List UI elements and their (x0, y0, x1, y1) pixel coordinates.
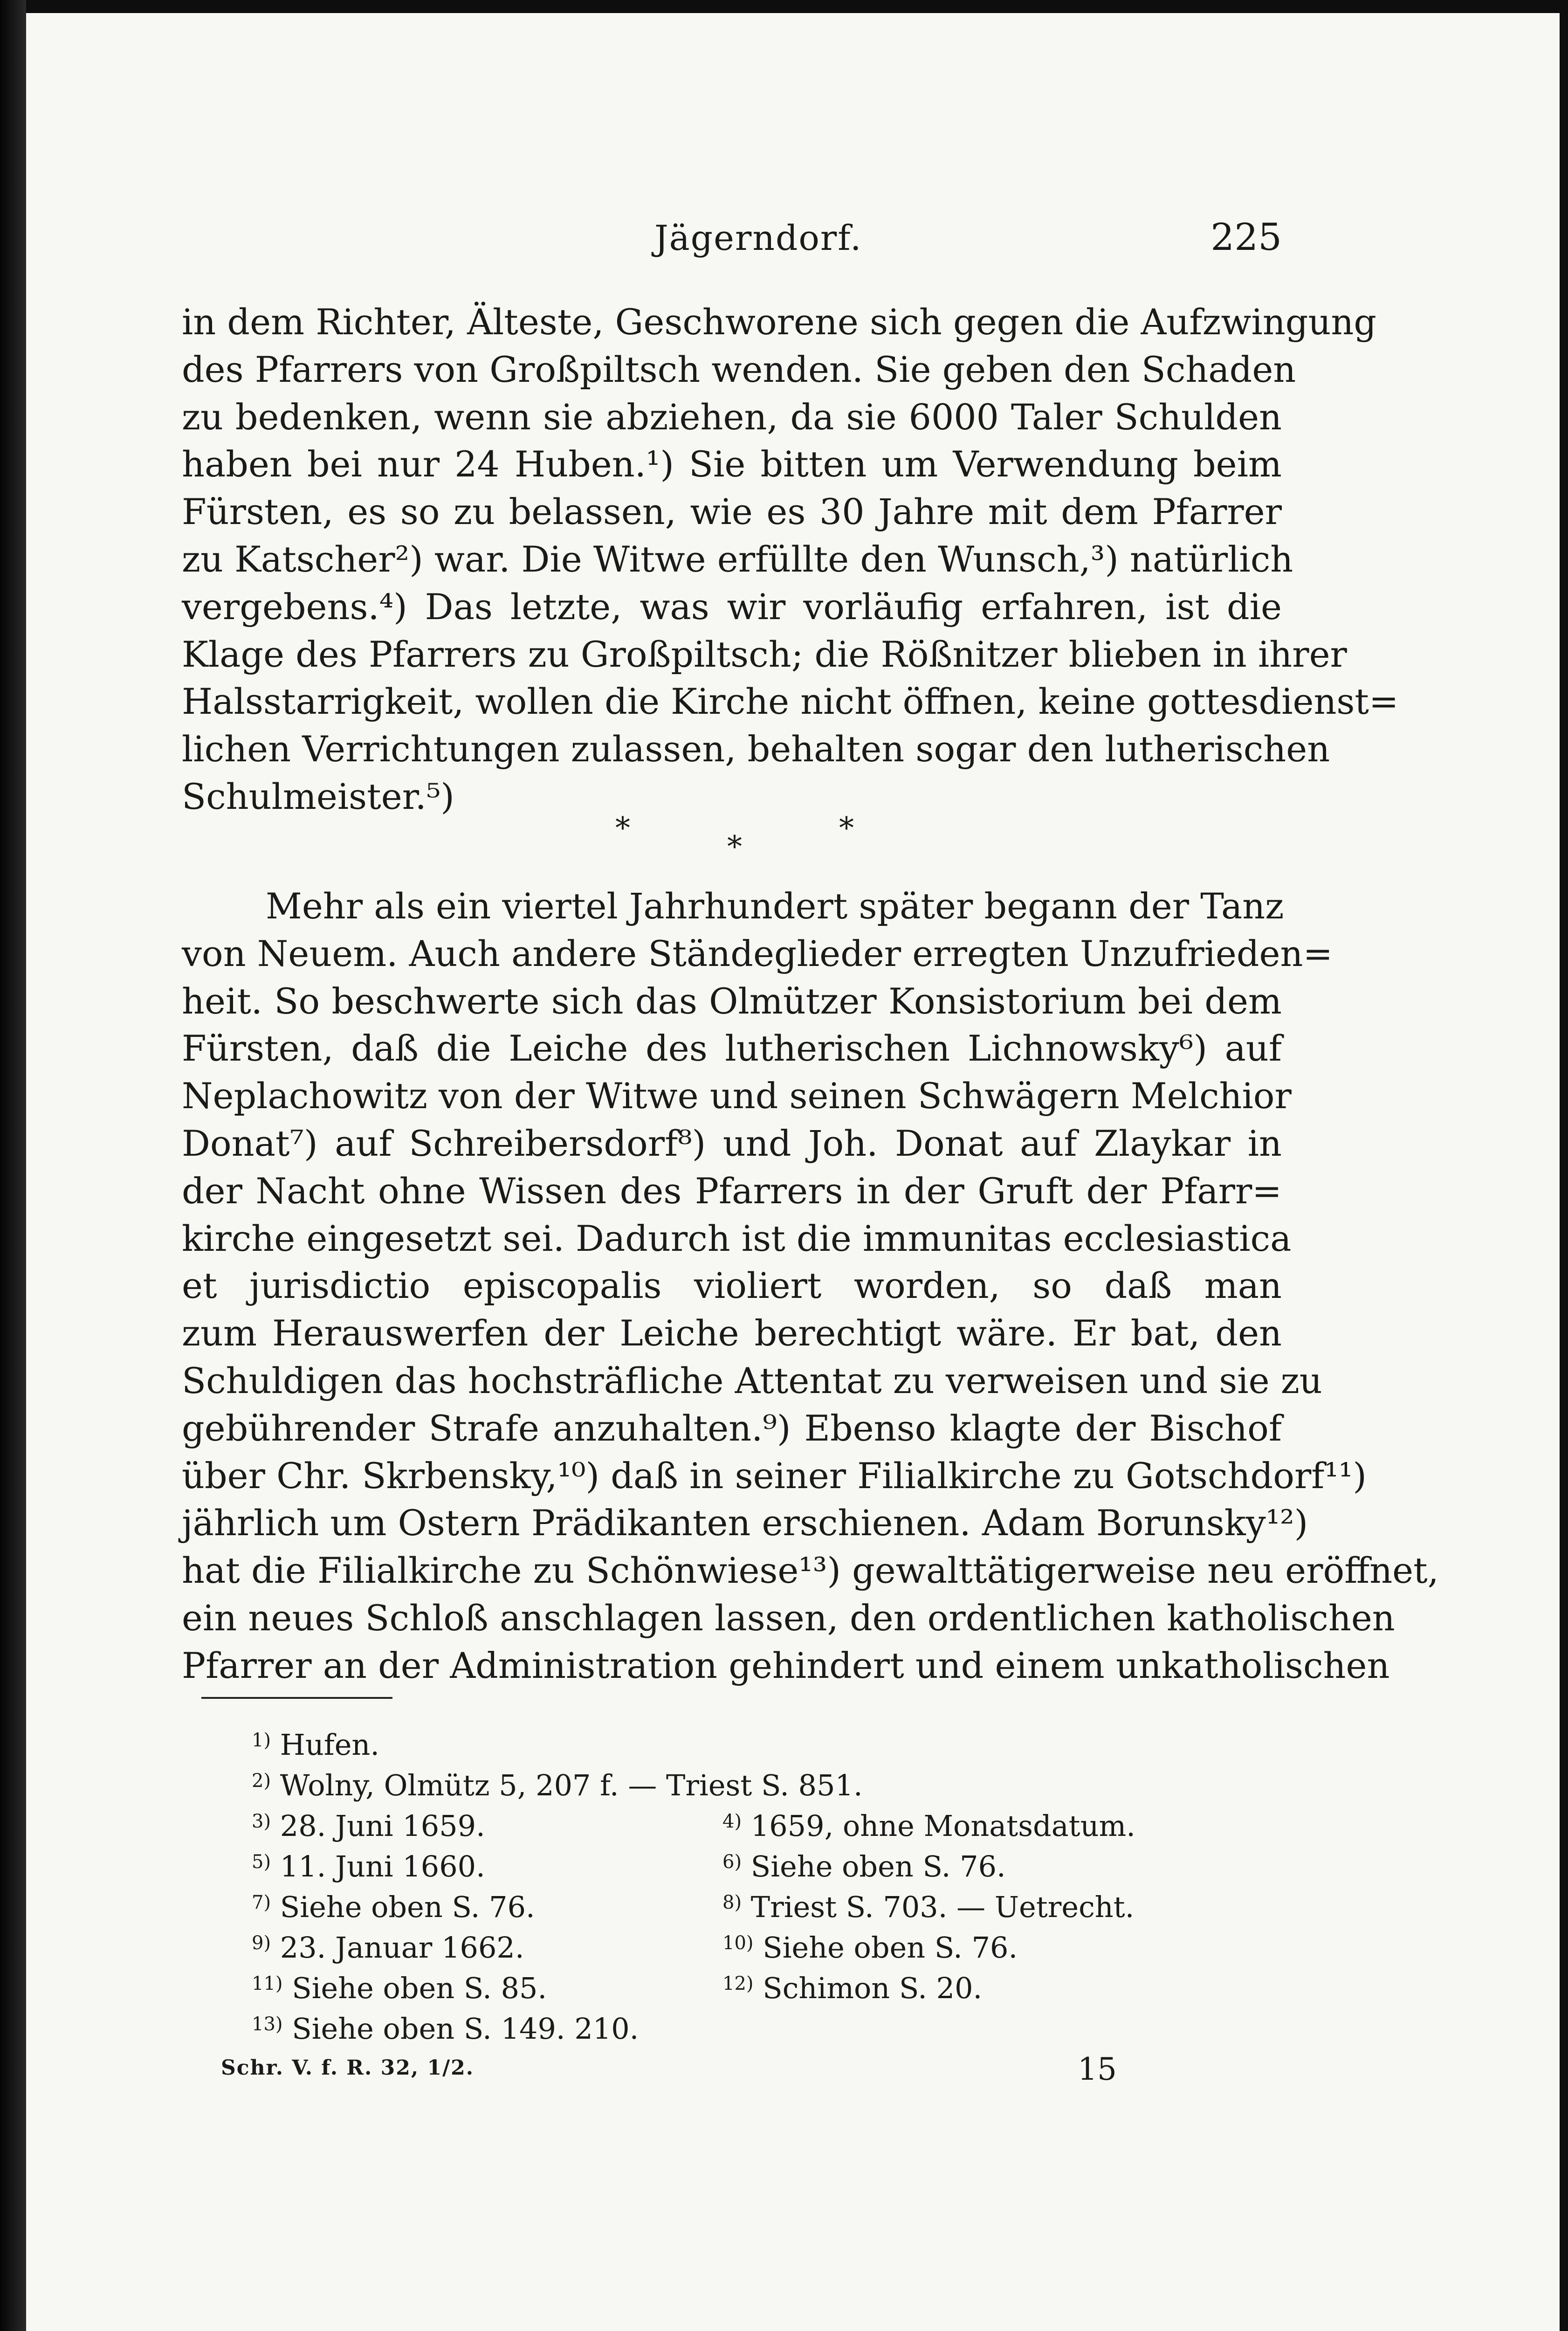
footnote-12 (722, 1964, 982, 2004)
footnote-mark: 13) (252, 2014, 283, 2035)
text-line: von Neuem. Auch andere Ständeglieder erregten Unzufrieden= (182, 932, 1333, 974)
footnote-text: Siehe oben S. 76. (280, 1890, 535, 1924)
text-line: der Nacht ohne Wissen des Pfarrers in der Gruft der Pfarr= (182, 1170, 1282, 1212)
footnote-2 (252, 1761, 863, 1801)
footnote-text: 28. Juni 1659. (280, 1809, 485, 1843)
text-line: zu bedenken, wenn sie abziehen, da sie 6000 Taler Schulden (182, 396, 1282, 438)
text-line: Schulmeister.⁵) (182, 775, 454, 817)
sheet-number: 15 (1078, 2051, 1117, 2087)
footnote-text: Wolny, Olmütz 5, 207 f. — Triest S. 851. (280, 1768, 863, 1802)
text-line: Mehr als ein viertel Jahrhundert später begann der Tanz (266, 885, 1284, 927)
paragraph-1 (182, 298, 1399, 821)
footnote-4 (722, 1801, 1135, 1842)
footnote-9 (252, 1923, 722, 1964)
footnote-mark: 12) (722, 1973, 754, 1994)
text-line: über Chr. Skrbensky,¹⁰) daß in seiner Filialkirche zu Gotschdorf¹¹) (182, 1455, 1367, 1497)
text-line: haben bei nur 24 Huben.¹) Sie bitten um Verwendung beim (182, 443, 1282, 485)
footnote-text: 1659, ohne Monatsdatum. (750, 1809, 1136, 1843)
footnote-mark: 9) (252, 1932, 271, 1954)
text-line: zu Katscher²) war. Die Witwe erfüllte den Wunsch,³) natürlich (182, 538, 1293, 580)
footnote-7 (252, 1883, 722, 1923)
footnote-mark: 11) (252, 1973, 283, 1994)
footnote-mark: 6) (722, 1851, 742, 1873)
text-line: des Pfarrers von Großpiltsch wenden. Sie geben den Schaden (182, 348, 1296, 390)
footnote-8 (722, 1883, 1134, 1923)
text-line: lichen Verrichtungen zulassen, behalten sogar den lutherischen (182, 728, 1330, 770)
footnote-6 (722, 1842, 1006, 1883)
text-line: Fürsten, es so zu belassen, wie es 30 Jahre mit dem Pfarrer (182, 491, 1282, 533)
page-number: 225 (1210, 215, 1282, 259)
page-header (182, 215, 1282, 265)
footnote-rule (201, 1697, 392, 1699)
separator-star: * (839, 811, 854, 846)
running-head: Jägerndorf. (654, 218, 862, 258)
footnote-text: 11. Juni 1660. (280, 1849, 485, 1883)
footnote-mark: 5) (252, 1851, 271, 1873)
text-line: heit. So beschwerte sich das Olmützer Konsistorium bei dem (182, 980, 1282, 1022)
footnote-mark: 2) (252, 1770, 271, 1792)
footnote-mark: 1) (252, 1730, 271, 1751)
text-line: Neplachowitz von der Witwe und seinen Schwägern Melchior (182, 1075, 1292, 1117)
text-line: zum Herauswerfen der Leiche berechtigt wäre. Er bat, den (182, 1312, 1282, 1354)
footnote-mark: 4) (722, 1811, 742, 1832)
text-line: in dem Richter, Älteste, Geschworene sich gegen die Aufzwingung (182, 301, 1376, 343)
section-separator (615, 811, 858, 862)
text-line: ein neues Schloß anschlagen lassen, den ordentlichen katholischen (182, 1597, 1395, 1639)
footnote-mark: 10) (722, 1932, 754, 1954)
footnote-mark: 8) (722, 1892, 742, 1913)
footnote-text: 23. Januar 1662. (280, 1931, 524, 1965)
footnote-mark: 7) (252, 1892, 271, 1913)
text-line: gebührender Strafe anzuhalten.⁹) Ebenso klagte der Bischof (182, 1407, 1282, 1449)
footnote-13 (252, 2004, 722, 2045)
text-line: kirche eingesetzt sei. Dadurch ist die immunitas ecclesiastica (182, 1217, 1292, 1259)
text-line: et jurisdictio episcopalis violiert worden, so daß man (182, 1265, 1282, 1307)
footnote-text: Siehe oben S. 85. (292, 1971, 547, 2005)
bibliographic-signature: Schr. V. f. R. 32, 1/2. (221, 2056, 475, 2080)
text-line: Pfarrer an der Administration gehindert und einem unkatholischen (182, 1644, 1390, 1686)
footnote-11 (252, 1964, 722, 2004)
paragraph-2 (182, 883, 1439, 1690)
footnote-text: Siehe oben S. 76. (763, 1931, 1018, 1965)
footnote-3 (252, 1801, 722, 1842)
scan-left-edge (0, 0, 26, 2331)
text-line: Fürsten, daß die Leiche des lutherischen Lichnowsky⁶) auf (182, 1028, 1282, 1069)
footnote-text: Siehe oben S. 149. 210. (292, 2012, 639, 2046)
text-line: hat die Filialkirche zu Schönwiese¹³) gewalttätigerweise neu eröffnet, (182, 1550, 1439, 1592)
footnote-text: Hufen. (280, 1728, 380, 1762)
separator-star: * (727, 830, 742, 864)
footnote-text: Siehe oben S. 76. (750, 1849, 1006, 1883)
footnote-1 (252, 1720, 722, 1761)
text-line: vergebens.⁴) Das letzte, was wir vorläufig erfahren, ist die (182, 586, 1282, 628)
text-line: Halsstarrigkeit, wollen die Kirche nicht öffnen, keine gottesdienst= (182, 681, 1399, 723)
text-line: Klage des Pfarrers zu Großpiltsch; die Rößnitzer blieben in ihrer (182, 633, 1347, 675)
footnote-10 (722, 1923, 1018, 1964)
text-line: Schuldigen das hochsträfliche Attentat zu verweisen und sie zu (182, 1359, 1322, 1401)
footnote-5 (252, 1842, 722, 1883)
text-line: Donat⁷) auf Schreibersdorf⁸) und Joh. Donat auf Zlaykar in (182, 1122, 1282, 1164)
footnotes (252, 1720, 1212, 2045)
footnote-text: Triest S. 703. — Uetrecht. (750, 1890, 1135, 1924)
separator-star: * (615, 811, 630, 846)
text-line: jährlich um Ostern Prädikanten erschienen. Adam Borunsky¹²) (182, 1502, 1308, 1544)
footnote-text: Schimon S. 20. (763, 1971, 983, 2005)
footnote-mark: 3) (252, 1811, 271, 1832)
